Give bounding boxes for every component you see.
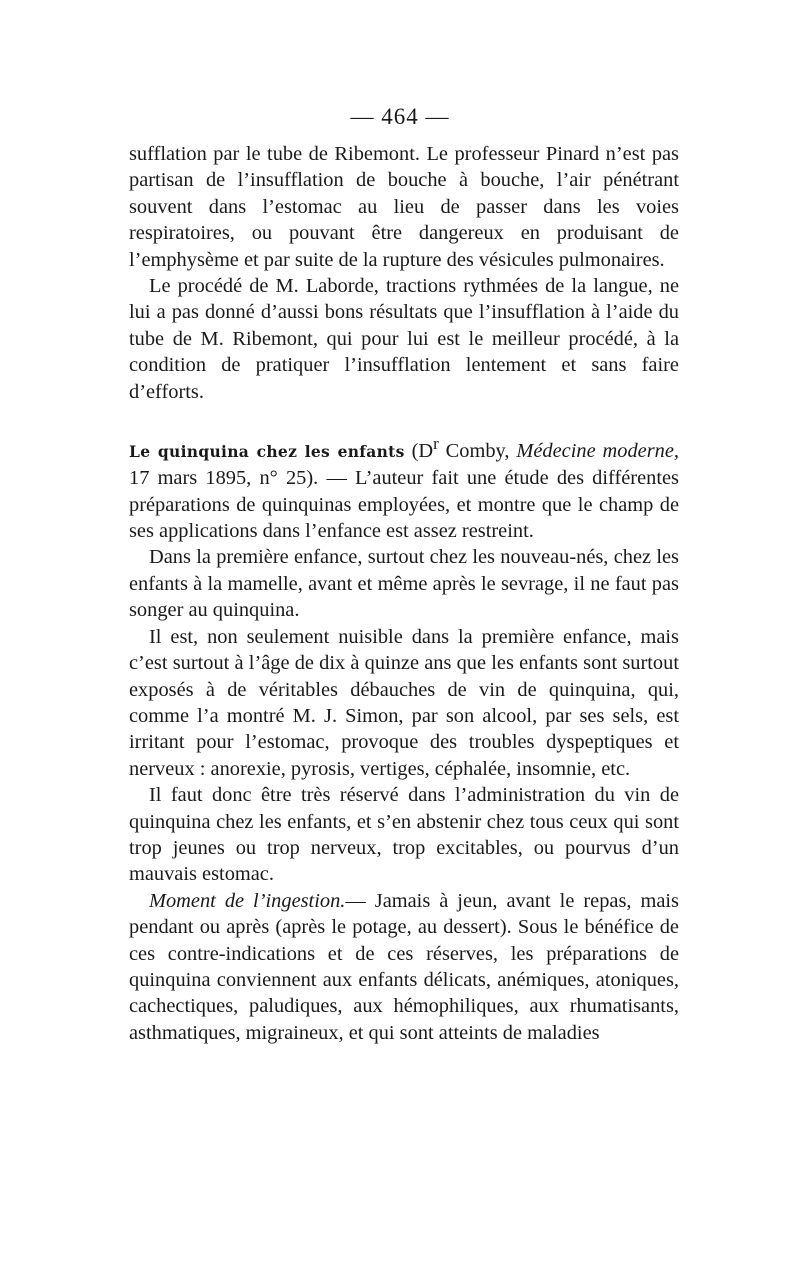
lead-text: — L’auteur fait une étude des différentes préparations de quinquinas employées, et montre que le champ de ses applications dans l’enfance est assez restreint. [129, 467, 679, 543]
citation-open: (D [404, 439, 434, 462]
citation-author: Comby, [438, 439, 517, 462]
citation-sup: r [433, 434, 439, 454]
final-paragraph [129, 888, 679, 1046]
subsection-label: Moment de l’ingestion. [149, 889, 346, 912]
page-number: — 464 — [350, 104, 450, 129]
section-title: Le quinquina chez les enfants [129, 441, 405, 461]
section-lead-paragraph [129, 431, 679, 544]
paragraph: Dans la première enfance, surtout chez les nouveau-nés, chez les enfants à la mamelle, avant et même après le sevrage, il ne faut pas songer au quinquina. [129, 546, 679, 622]
citation-date: 17 mars 1895, n° 25). [129, 467, 319, 490]
final-text: — Jamais à jeun, avant le repas, mais pendant ou après (après le potage, au dessert). Sous le bénéfice de ces contre-indications et de ces réserves, les préparations de quinquina conviennent aux enfants délicats, anémiques, atoniques, cachectiques, paludiques, aux hémophiliques, aux rhumatisants, asthmatiques, migraineux, et qui sont atteints de maladies [129, 889, 679, 1044]
paragraph: sufflation par le tube de Ribemont. Le professeur Pinard n’est pas partisan de l’insufflation de bouche à bouche, l’air pénétrant souvent dans l’estomac au lieu de passer dans les voies respiratoires, ou pouvant être dangereux en produisant de l’emphysème et par suite de la rupture des vésicules pulmonaires. [129, 143, 679, 271]
paragraph: Le procédé de M. Laborde, tractions rythmées de la langue, ne lui a pas donné d’aussi bons résultats que l’insufflation à l’aide du tube de M. Ribemont, qui pour lui est le meilleur procédé, à la condition de pratiquer l’insufflation lentement et sans faire d’efforts. [129, 275, 679, 403]
citation-journal: Médecine moderne, [516, 439, 679, 462]
paragraph: Il faut donc être très réservé dans l’administration du vin de quinquina chez les enfants, et s’en abstenir chez tous ceux qui sont trop jeunes ou trop nerveux, trop excitables, ou pourvus d’un mauvais estomac. [129, 784, 679, 886]
body-text [129, 141, 679, 1046]
paragraph: Il est, non seulement nuisible dans la première enfance, mais c’est surtout à l’âge de dix à quinze ans que les enfants sont surtout exposés à de véritables débauches de vin de quinquina, qui, comme l’a montré M. J. Simon, par son alcool, par ses sels, est irritant pour l’estomac, provoque des troubles dyspeptiques et nerveux : anorexie, pyrosis, vertiges, céphalée, insomnie, etc. [129, 625, 679, 780]
